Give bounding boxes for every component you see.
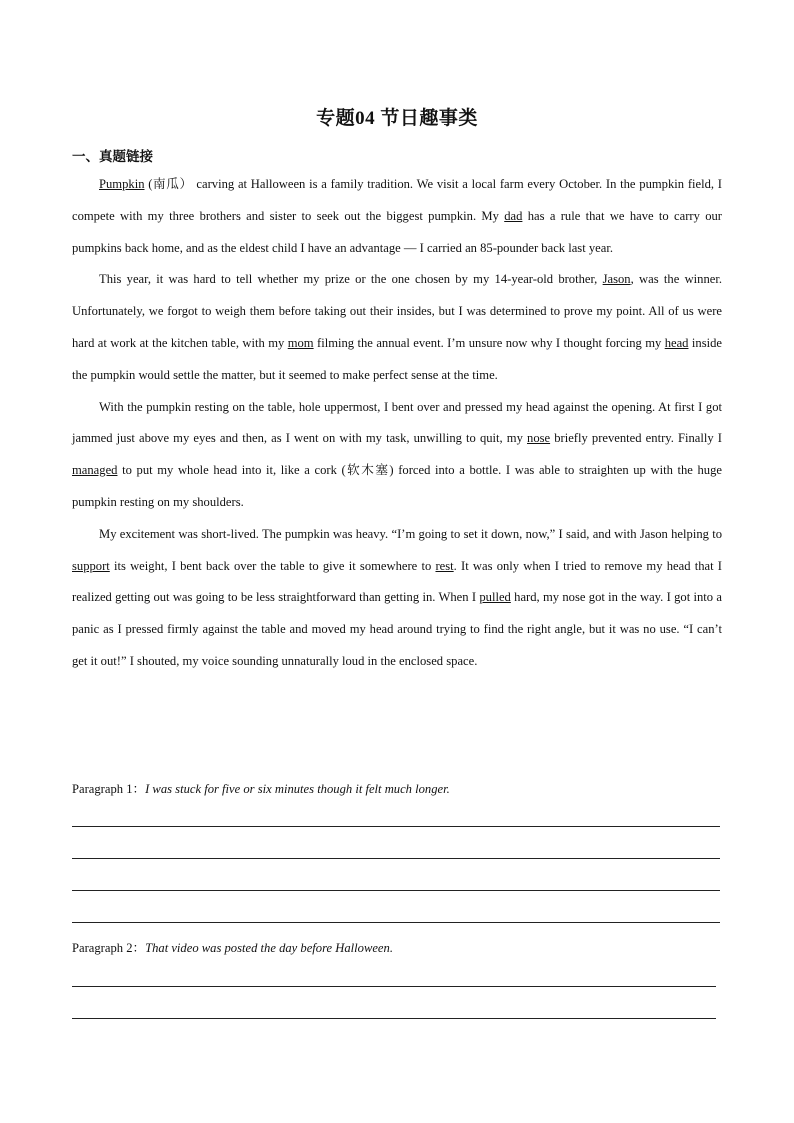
writing-line[interactable] (72, 826, 720, 827)
reading-passage (72, 169, 722, 678)
prompt-label: Paragraph 2： (72, 941, 146, 955)
vocab-head: head (664, 335, 689, 350)
paragraph-3: With the pumpkin resting on the table, hole uppermost, I bent over and pressed my head against the opening. At first I got jammed just above my eyes and then, as I went on with my task, unwilling to quit, my nose briefly prevented entry. Finally I managed to put my whole head into it, like a cork (软木塞) forced into a bottle. I was able to straighten up with the huge pumpkin resting on my shoulders. (72, 399, 722, 509)
vocab-pulled: pulled (479, 590, 511, 605)
writing-line[interactable] (72, 858, 720, 859)
paragraph-2-prompt (72, 939, 393, 957)
vocab-jason: Jason (602, 272, 631, 287)
prompt-sentence: I was stuck for five or six minutes though it felt much longer. (145, 782, 450, 796)
writing-line[interactable] (72, 986, 716, 987)
prompt-sentence: That video was posted the day before Halloween. (145, 941, 393, 955)
vocab-mom: mom (287, 335, 314, 350)
paragraph-4: My excitement was short-lived. The pumpkin was heavy. “I’m going to set it down, now,” I said, and with Jason helping to support its weight, I bent back over the table to give it somewhere to rest. It was only when I tried to remove my head that I realized getting out was going to be less straightforward than getting in. When I pulled hard, my nose got in the way. I got into a panic as I pressed firmly against the table and moved my head around trying to find the right angle, but it was no use. “I can’t get it out!” I shouted, my voice sounding unnaturally loud in the enclosed space. (72, 526, 722, 668)
vocab-support: support (72, 558, 110, 573)
vocab-dad: dad (504, 208, 523, 223)
vocab-rest: rest (435, 558, 454, 573)
document-title: 专题04 节日趣事类 (316, 108, 478, 129)
prompt-label: Paragraph 1： (72, 782, 146, 796)
writing-line[interactable] (72, 1018, 716, 1019)
paragraph-2: This year, it was hard to tell whether my prize or the one chosen by my 14-year-old brother, Jason, was the winner. Unfortunately, we forgot to weigh them before taking out their insides, but I was determined to prove my point. All of us were hard at work at the kitchen table, with my mom filming the annual event. I’m unsure now why I thought forcing my head inside the pumpkin would settle the matter, but it seemed to make perfect sense at the time. (72, 272, 722, 382)
vocab-nose: nose (527, 431, 551, 446)
writing-line[interactable] (72, 922, 720, 923)
vocab-pumpkin: Pumpkin (99, 177, 145, 191)
vocab-managed: managed (72, 463, 118, 478)
writing-line[interactable] (72, 890, 720, 891)
paragraph-1-prompt (72, 780, 450, 798)
section-heading: 一、真题链接 (72, 149, 153, 164)
paragraph-1: Pumpkin (南瓜） carving at Halloween is a family tradition. We visit a local farm every October. In the pumpkin field, I compete with my three brothers and sister to seek out the biggest pumpkin. My dad has a rule that we have to carry our pumpkins back home, and as the eldest child I have an advantage — I carried an 85-pounder back last year. (72, 177, 722, 255)
